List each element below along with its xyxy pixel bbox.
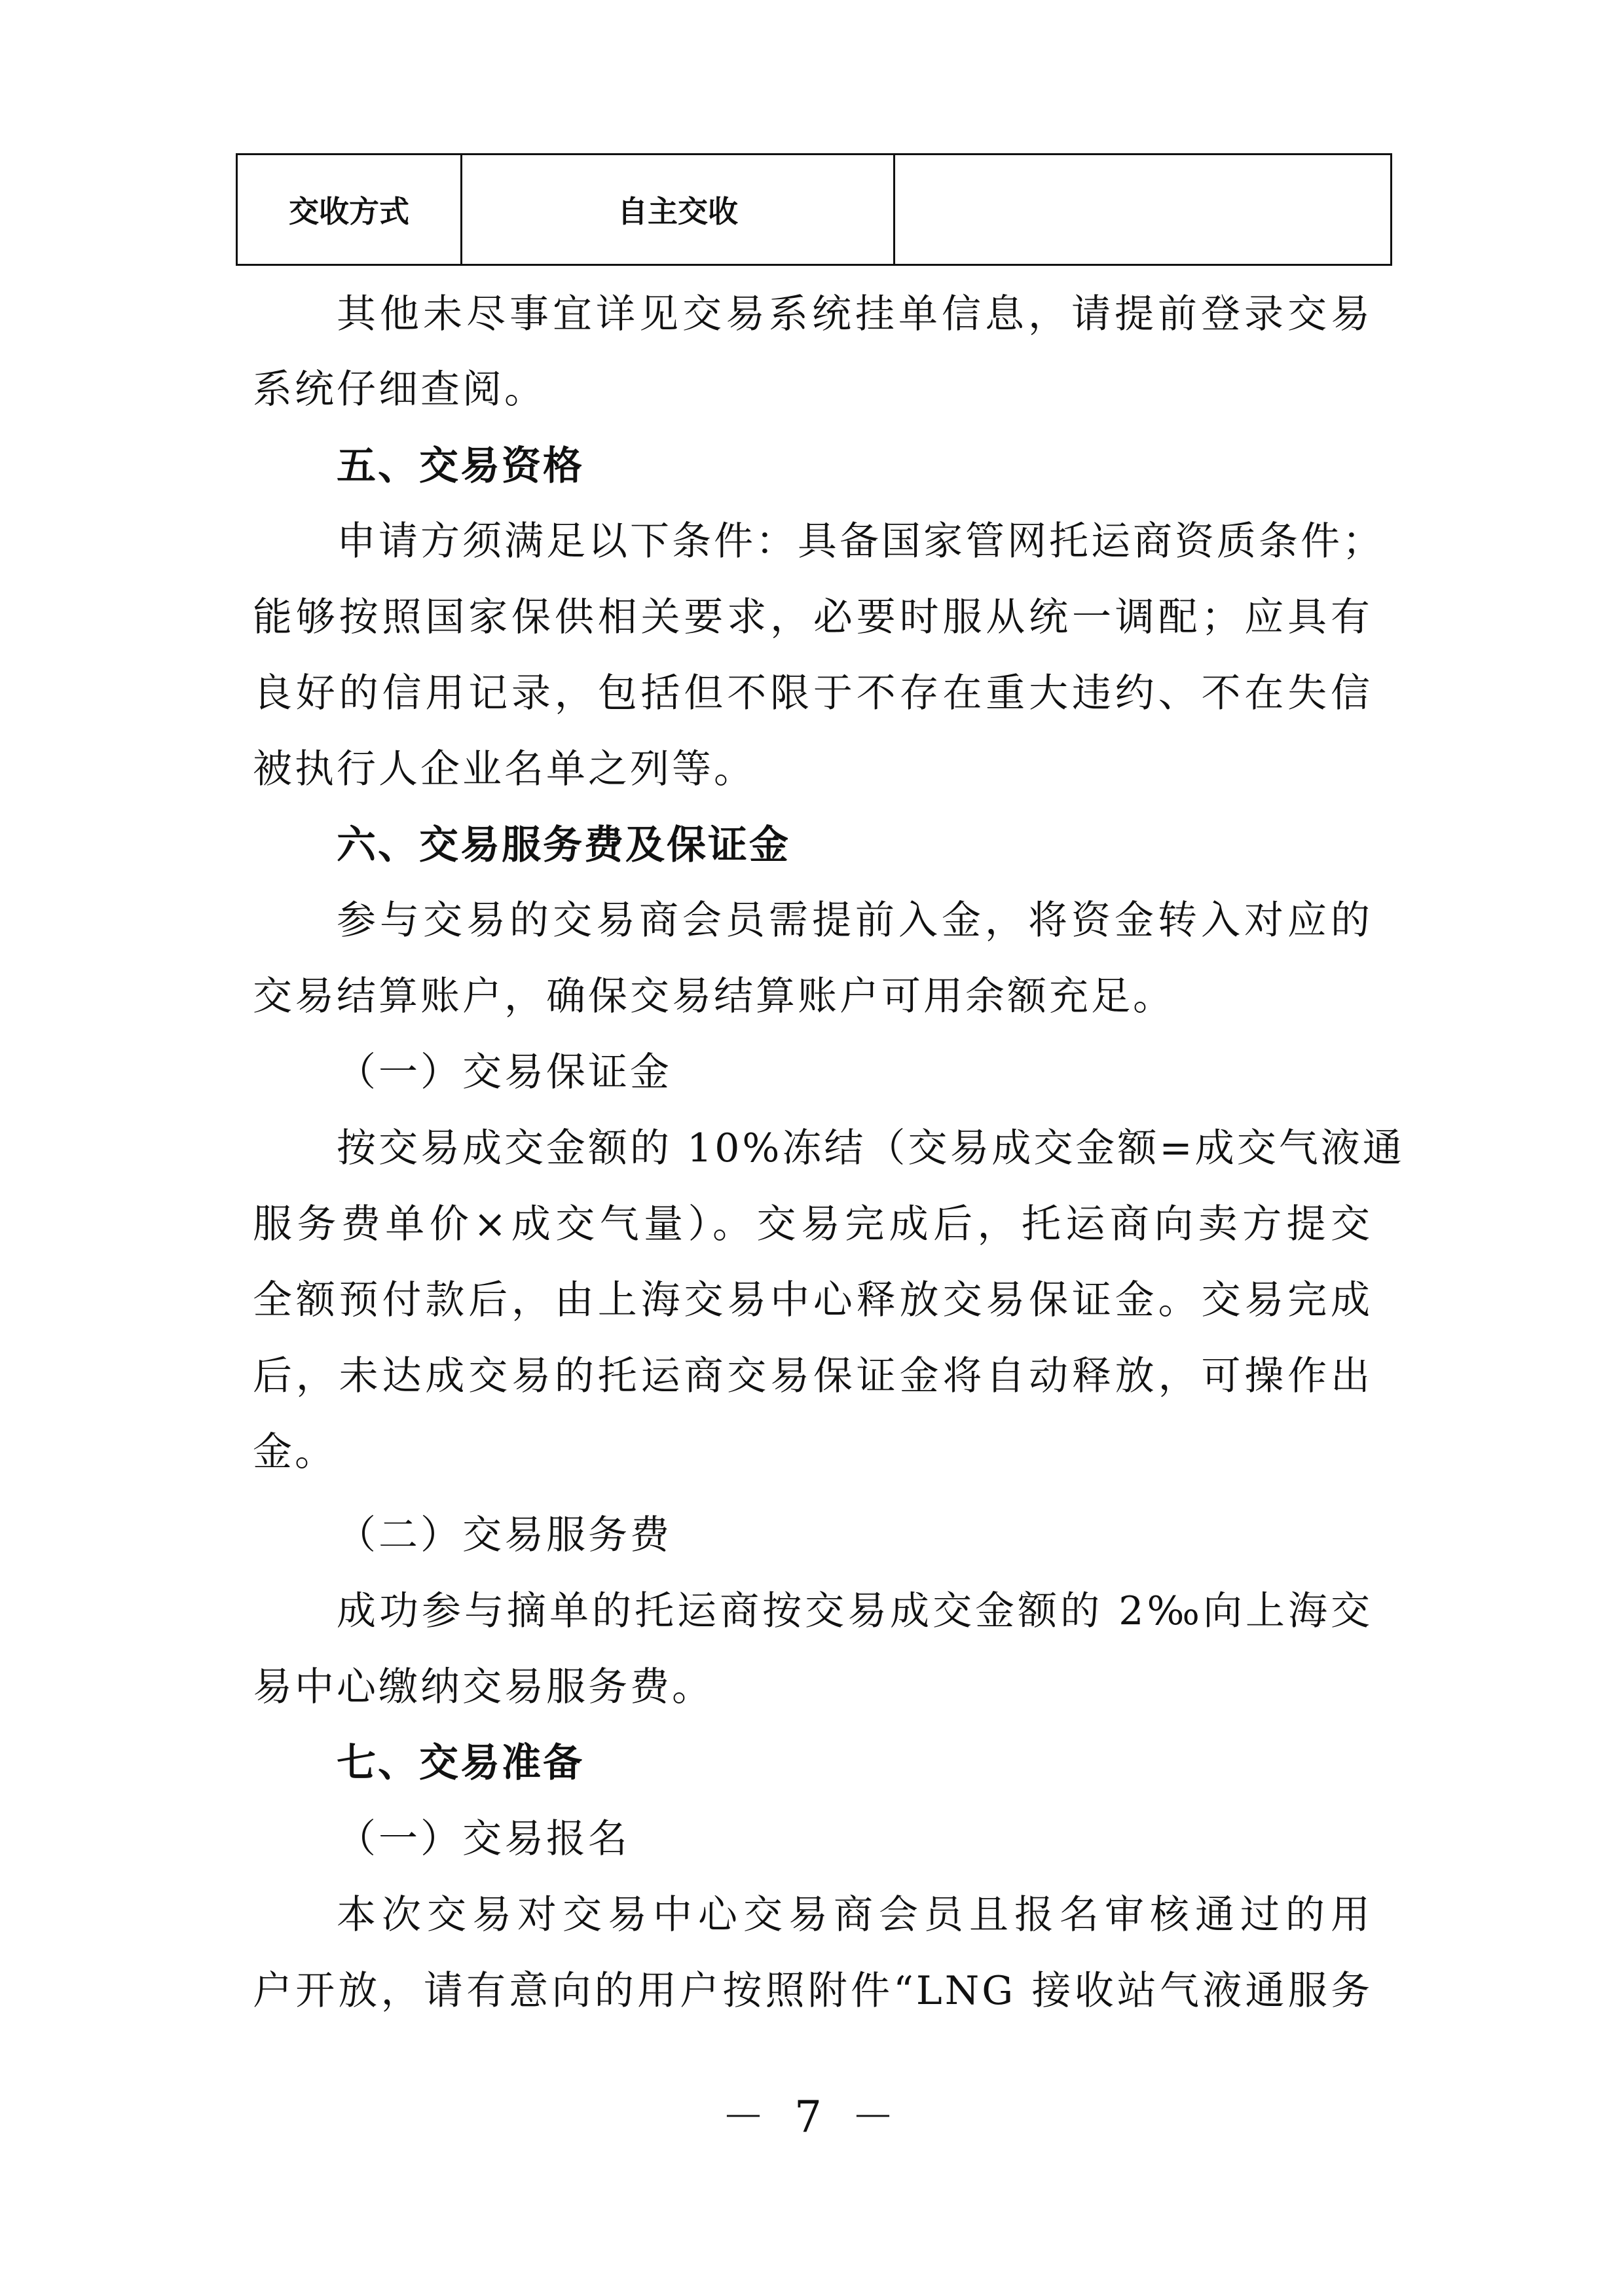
table-cell-note — [895, 155, 1392, 265]
section-heading-5: 五、交易资格 — [337, 443, 584, 489]
paragraph-line: 按交易成交金额的 10%冻结（交易成交金额=成交气液通 — [337, 1125, 1405, 1171]
paragraph-line: 被执行人企业名单之列等。 — [253, 746, 756, 792]
table-cell-label: 交收方式 — [237, 155, 462, 265]
paragraph-line: 交易结算账户，确保交易结算账户可用余额充足。 — [253, 974, 1175, 1019]
subsection-heading: （一）交易保证金 — [337, 1049, 672, 1095]
paragraph-line: 能够按照国家保供相关要求，必要时服从统一调配；应具有 — [253, 594, 1373, 640]
paragraph-line: 良好的信用记录，包括但不限于不存在重大违约、不在失信 — [253, 670, 1373, 716]
subsection-heading: （二）交易服务费 — [337, 1512, 672, 1558]
subsection-heading: （一）交易报名 — [337, 1816, 630, 1862]
table-cell-value: 自主交收 — [462, 155, 895, 265]
paragraph-line: 成功参与摘单的托运商按交易成交金额的 2‰向上海交 — [337, 1588, 1373, 1634]
paragraph-line: 服务费单价×成交气量）。交易完成后，托运商向卖方提交 — [253, 1201, 1373, 1247]
delivery-method-table — [236, 153, 1392, 266]
paragraph-line: 金。 — [253, 1429, 337, 1475]
paragraph-line: 申请方须满足以下条件：具备国家管网托运商资质条件； — [337, 519, 1384, 564]
paragraph-line: 本次交易对交易中心交易商会员且报名审核通过的用 — [337, 1892, 1373, 1938]
page-number: － 7 － — [722, 2092, 902, 2142]
paragraph-line: 户开放，请有意向的用户按照附件“LNG 接收站气液通服务 — [253, 1968, 1373, 2014]
section-heading-6: 六、交易服务费及保证金 — [337, 822, 790, 868]
paragraph-line: 易中心缴纳交易服务费。 — [253, 1664, 714, 1710]
table-row — [237, 155, 1392, 265]
paragraph-line: 后，未达成交易的托运商交易保证金将自动释放，可操作出 — [253, 1353, 1373, 1399]
section-heading-7: 七、交易准备 — [337, 1740, 584, 1786]
paragraph-line: 全额预付款后，由上海交易中心释放交易保证金。交易完成 — [253, 1277, 1373, 1323]
paragraph-line: 其他未尽事宜详见交易系统挂单信息，请提前登录交易 — [337, 291, 1373, 337]
paragraph-line: 系统仔细查阅。 — [253, 367, 546, 412]
paragraph-line: 参与交易的交易商会员需提前入金，将资金转入对应的 — [337, 898, 1373, 943]
